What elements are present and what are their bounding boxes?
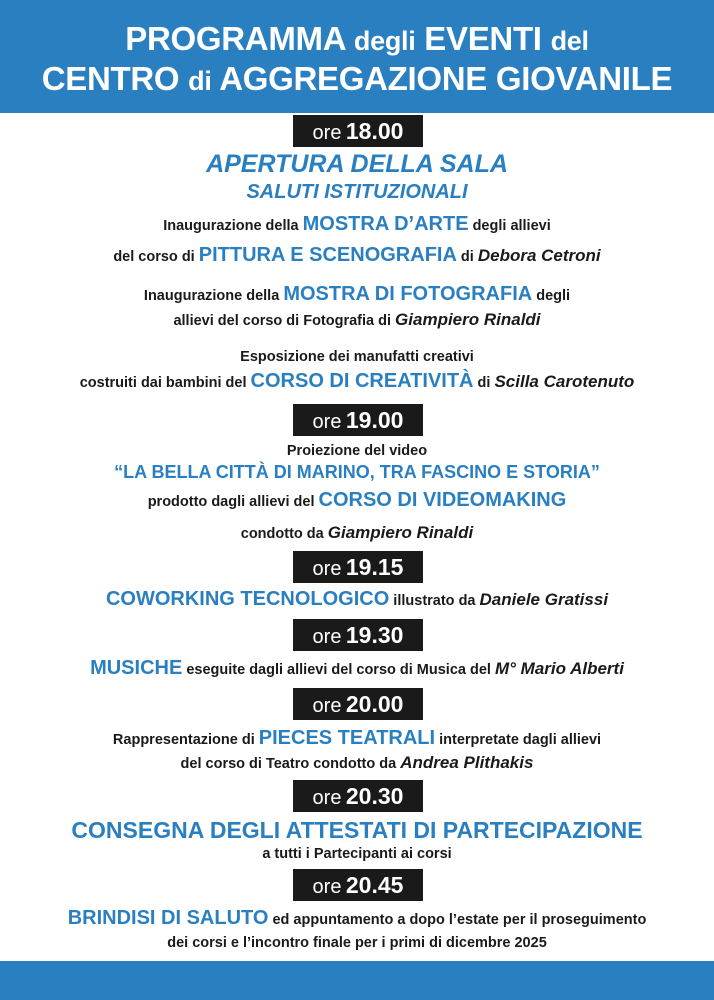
time-badge-2045: ore 20.45	[293, 869, 423, 901]
proiezione-line: Proiezione del video	[286, 443, 428, 459]
mostra-arte-line: Inaugurazione della MOSTRA D’ARTE degli allievi	[163, 213, 551, 235]
time-badge-1800: ore 18.00	[293, 115, 423, 147]
teatro-line: del corso di Teatro condotto da Andrea Plithakis	[180, 753, 534, 772]
finale-line: dei corsi e l’incontro finale per i primi di dicembre 2025	[167, 935, 547, 951]
mostra-foto-line: Inaugurazione della MOSTRA DI FOTOGRAFIA degli	[143, 283, 571, 305]
esposizione-line: Esposizione dei manufatti creativi	[240, 349, 474, 365]
condotto-line: condotto da Giampiero Rinaldi	[240, 523, 474, 542]
footer-band	[0, 961, 714, 1000]
pittura-line: del corso di PITTURA E SCENOGRAFIA di Debora Cetroni	[113, 244, 601, 266]
apertura-heading: APERTURA DELLA SALA	[206, 150, 508, 178]
consegna-heading: CONSEGNA DEGLI ATTESTATI DI PARTECIPAZIONE	[71, 817, 643, 843]
pieces-line: Rappresentazione di PIECES TEATRALI interpretate dagli allievi	[112, 727, 602, 749]
brindisi-line: BRINDISI DI SALUTO ed appuntamento a dopo l’estate per il proseguimento	[67, 907, 647, 929]
time-badge-1930: ore 19.30	[293, 619, 423, 651]
time-badge-1900: ore 19.00	[293, 404, 423, 436]
saluti-heading: SALUTI ISTITUZIONALI	[246, 181, 468, 203]
title-line-1: PROGRAMMA degli EVENTI del	[125, 20, 589, 57]
foto-corso-line: allievi del corso di Fotografia di Giampiero Rinaldi	[173, 310, 541, 329]
title-line-2: CENTRO di AGGREGAZIONE GIOVANILE	[41, 60, 673, 97]
partecipanti-line: a tutti i Partecipanti ai corsi	[262, 846, 452, 862]
musiche-line: MUSICHE eseguite dagli allievi del corso di Musica del M° Mario Alberti	[90, 657, 624, 679]
header-banner	[0, 0, 714, 113]
video-title-line: “LA BELLA CITTÀ DI MARINO, TRA FASCINO E STORIA”	[114, 462, 600, 482]
time-badge-1915: ore 19.15	[293, 551, 423, 583]
coworking-line: COWORKING TECNOLOGICO illustrato da Daniele Gratissi	[105, 588, 609, 610]
videomaking-line: prodotto dagli allievi del CORSO DI VIDEOMAKING	[147, 489, 567, 511]
time-badge-2030: ore 20.30	[293, 780, 423, 812]
creativita-line: costruiti dai bambini del CORSO DI CREATIVITÀ di Scilla Carotenuto	[79, 370, 635, 392]
time-badge-2000: ore 20.00	[293, 688, 423, 720]
